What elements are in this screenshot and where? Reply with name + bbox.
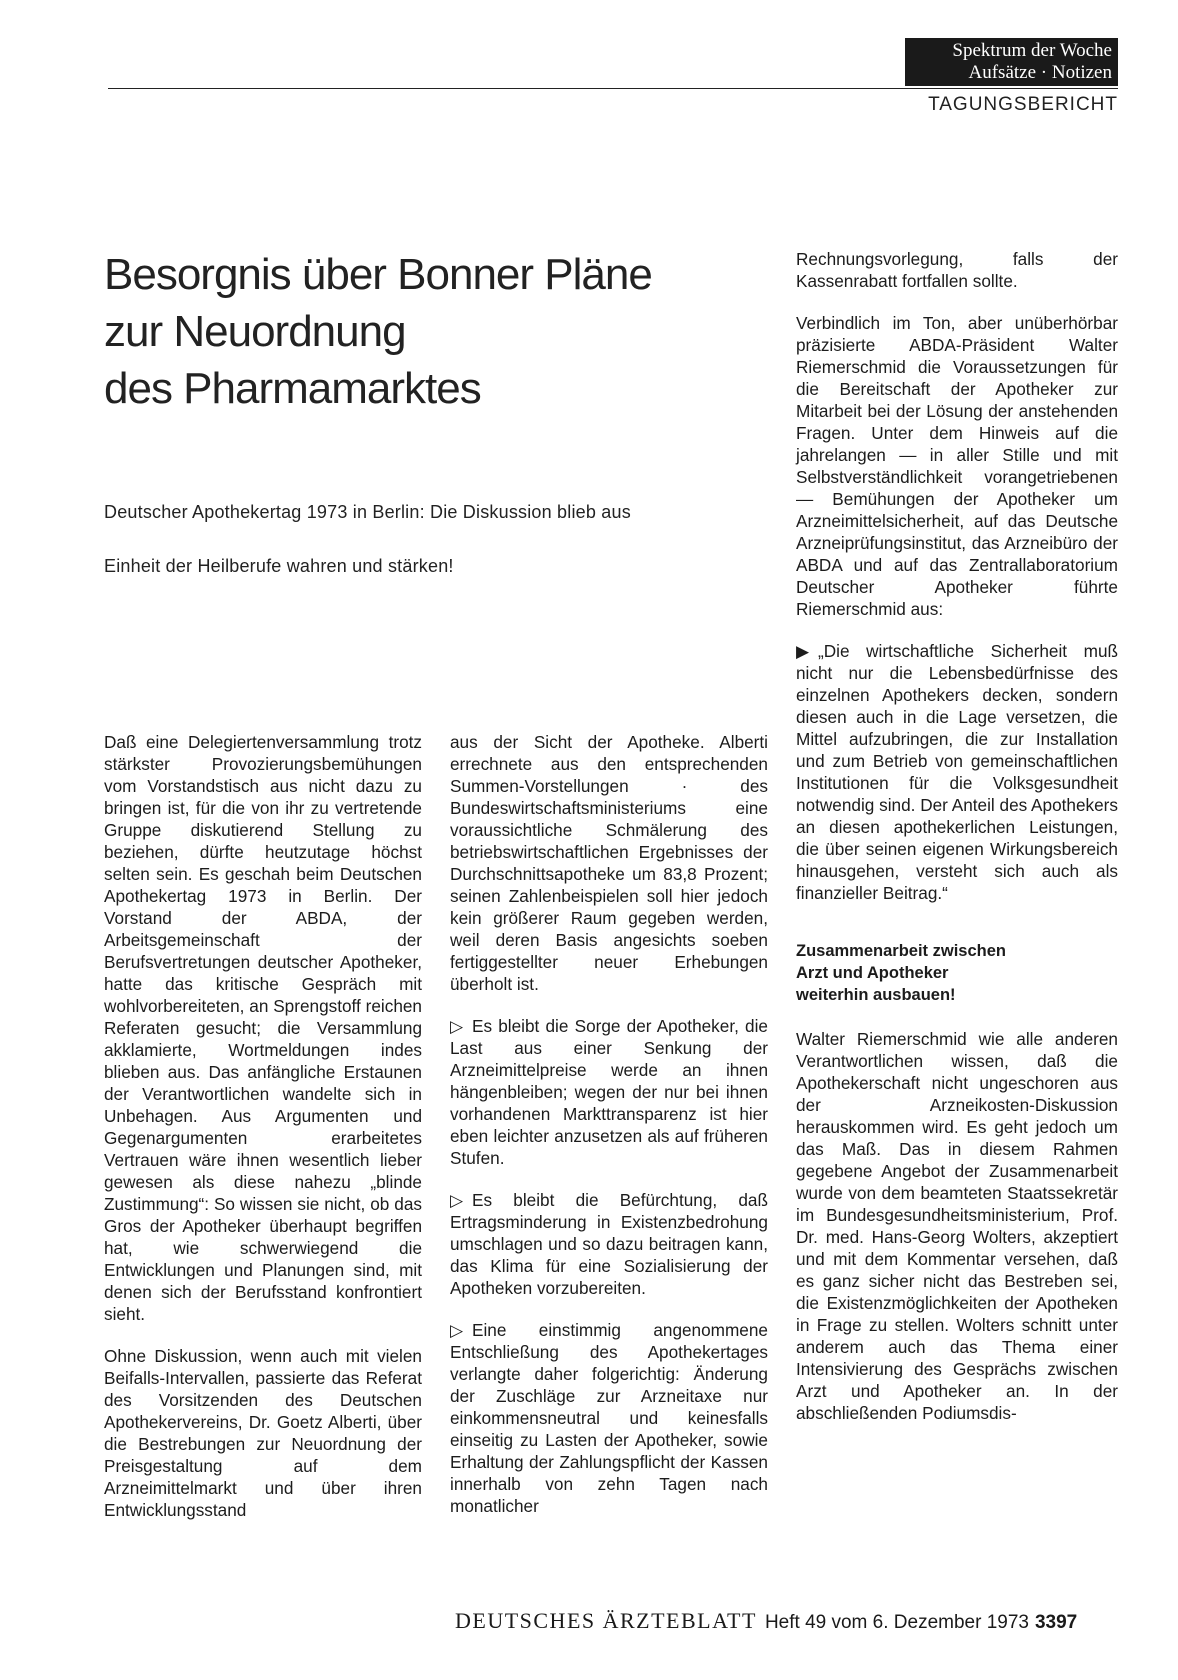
paragraph: Rechnungsvorlegung, falls der Kassenrabatt fortfallen sollte. <box>796 249 1118 291</box>
text-column-1 <box>104 731 422 1541</box>
bullet-text: Es bleibt die Sorge der Apotheker, die Last aus einer Senkung der Arzneimittelpreise werde an ihnen hängenbleiben; wegen der nur bei ihnen vorhandenen Markttransparenz ist hier eben leichter anzusetzen als auf früheren Stufen. <box>450 1016 768 1168</box>
filled-triangle-icon: ▶ <box>796 641 810 661</box>
section-label: TAGUNGSBERICHT <box>928 94 1118 115</box>
bullet-text: Es bleibt die Befürchtung, daß Ertragsminderung in Existenzbedrohung umschlagen und so dazu beitragen kann, das Klima für eine Sozialisierung der Apotheken vorzubereiten. <box>450 1190 768 1298</box>
badge-line-1: Spektrum der Woche <box>952 40 1112 61</box>
journal-name: DEUTSCHES ÄRZTEBLATT <box>455 1608 757 1633</box>
subheading-line-2: Arzt und Apotheker <box>796 964 949 982</box>
paragraph: Walter Riemerschmid wie alle anderen Verantwortlichen wissen, daß die Apothekerschaft nicht ungeschoren aus der Arzneikosten-Diskussion herauskommen wird. Es geht jedoch um das Maß. Das in diesem Rahmen gegebene Angebot der Zusammenarbeit wurde von dem beamteten Staatssekretär im Bundesgesundheitsministerium, Prof. Dr. med. Hans-Georg Wolters, akzeptiert und mit dem Kommentar versehen, daß es ganz sicher nicht das Bestreben sei, die Existenzmöglichkeiten der Apotheken in Frage zu stellen. Wolters schnitt unter anderem auch das Thema einer Intensivierung des Gesprächs zwischen Arzt und Apotheker an. In der abschließenden Podiumsdis- <box>796 1029 1118 1423</box>
text-column-3 <box>796 248 1118 1444</box>
paragraph: aus der Sicht der Apotheke. Alberti errechnete aus den entsprechenden Summen-Vorstellungen · des Bundeswirtschaftsministeriums eine voraussichtliche Schmälerung des betriebswirtschaftlichen Ergebnisses der Durchschnittsapotheke um 83,8 Prozent; seinen Zahlenbeispielen soll hier jedoch kein größerer Raum gegeben werden, weil deren Basis angesichts soeben fertiggestellter neuer Erhebungen überholt ist. <box>450 732 768 994</box>
bullet-paragraph <box>450 1189 768 1299</box>
bullet-text: Eine einstimmig angenommene Entschließung des Apothekertages verlangte daher folgerichtig: Änderung der Zuschläge zur Arzneitaxe nur einkommensneutral und keinesfalls einseitig zu Lasten der Apotheker, sowie Erhaltung der Zahlungspflicht der Kassen innerhalb von zehn Tagen nach monatlicher <box>450 1320 768 1516</box>
paragraph: Verbindlich im Ton, aber unüberhörbar präzisierte ABDA-Präsident Walter Riemerschmid die Voraussetzungen für die Bereitschaft der Apotheker zur Mitarbeit bei der Lösung der anstehenden Fragen. Unter dem Hinweis auf die jahrelangen — in aller Stille und mit Selbstverständlichkeit vorangetriebenen — Bemühungen der Apotheker um Arzneimittelsicherheit, auf das Deutsche Arzneiprüfungsinstitut, das Arzneibüro der ABDA und auf das Zentrallaboratorium Deutscher Apotheker führte Riemerschmid aus: <box>796 313 1118 619</box>
open-triangle-icon: ▷ <box>450 1320 464 1340</box>
subheading-line-1: Zusammenarbeit zwischen <box>796 942 1006 960</box>
page-number: 3397 <box>1034 1612 1078 1633</box>
subheading-line-3: weiterhin ausbauen! <box>796 986 956 1004</box>
paragraph: Ohne Diskussion, wenn auch mit vielen Beifalls-Intervallen, passierte das Referat des Vorsitzenden des Deutschen Apothekervereins, Dr. Goetz Alberti, über die Bestrebungen zur Neuordnung der Preisgestaltung auf dem Arzneimittelmarkt und über ihren Entwicklungsstand <box>104 1346 422 1520</box>
quote-paragraph <box>796 640 1118 904</box>
header-rule <box>108 88 1118 89</box>
text-column-2 <box>450 731 768 1537</box>
article-tagline: Einheit der Heilberufe wahren und stärken! <box>104 556 454 576</box>
quote-text: „Die wirtschaftliche Sicherheit muß nicht nur die Lebensbedürfnisse des einzelnen Apothekers decken, sondern diesen auch in die Lage versetzen, die Mittel aufzubringen, die zur Installation und zum Betrieb von gemeinschaftlichen Institutionen für die Volksgesundheit notwendig sind. Der Anteil des Apothekers an diesen apothekerlichen Leistungen, die über seinen eigenen Wirkungsbereich hinausgehen, versteht sich auch als finanzieller Beitrag.“ <box>796 641 1118 903</box>
bullet-paragraph <box>450 1319 768 1517</box>
subheading <box>796 940 1118 1006</box>
headline-line-2: zur Neuordnung <box>104 307 406 356</box>
article-subtitle: Deutscher Apothekertag 1973 in Berlin: Die Diskussion blieb aus <box>104 502 631 522</box>
article-headline <box>104 246 744 417</box>
open-triangle-icon: ▷ <box>450 1190 464 1210</box>
badge-line-2: Aufsätze · Notizen <box>968 62 1112 83</box>
page-footer <box>455 1608 1118 1638</box>
open-triangle-icon: ▷ <box>450 1016 464 1036</box>
headline-line-3: des Pharmamarktes <box>104 364 481 413</box>
section-badge <box>905 38 1118 86</box>
issue-info: Heft 49 vom 6. Dezember 1973 <box>764 1612 1029 1633</box>
bullet-paragraph <box>450 1015 768 1169</box>
headline-line-1: Besorgnis über Bonner Pläne <box>104 250 652 299</box>
paragraph: Daß eine Delegiertenversammlung trotz stärkster Provozierungsbemühungen vom Vorstandstisch aus nicht dazu zu bringen ist, für die von ihr zu vertretende Gruppe diskutierend Stellung zu beziehen, dürfte heutzutage höchst selten sein. Es geschah beim Deutschen Apothekertag 1973 in Berlin. Der Vorstand der ABDA, der Arbeitsgemeinschaft der Berufsvertretungen deutscher Apotheker, hatte das kritische Gespräch mit wohlvorbereiteten, an Sprengstoff reichen Referaten gesucht; die Versammlung akklamierte, Wortmeldungen indes blieben aus. Das anfängliche Erstaunen der Verantwortlichen wandelte sich in Unbehagen. Aus Argumenten und Gegenargumenten erarbeitetes Vertrauen wäre ihnen wesentlich lieber gewesen als diese nahezu „blinde Zustimmung“: So wissen sie nicht, ob das Gros der Apotheker überhaupt begriffen hat, wie schwerwiegend die Entwicklungen und Planungen sind, mit denen sich der Berufsstand konfrontiert sieht. <box>104 732 422 1324</box>
